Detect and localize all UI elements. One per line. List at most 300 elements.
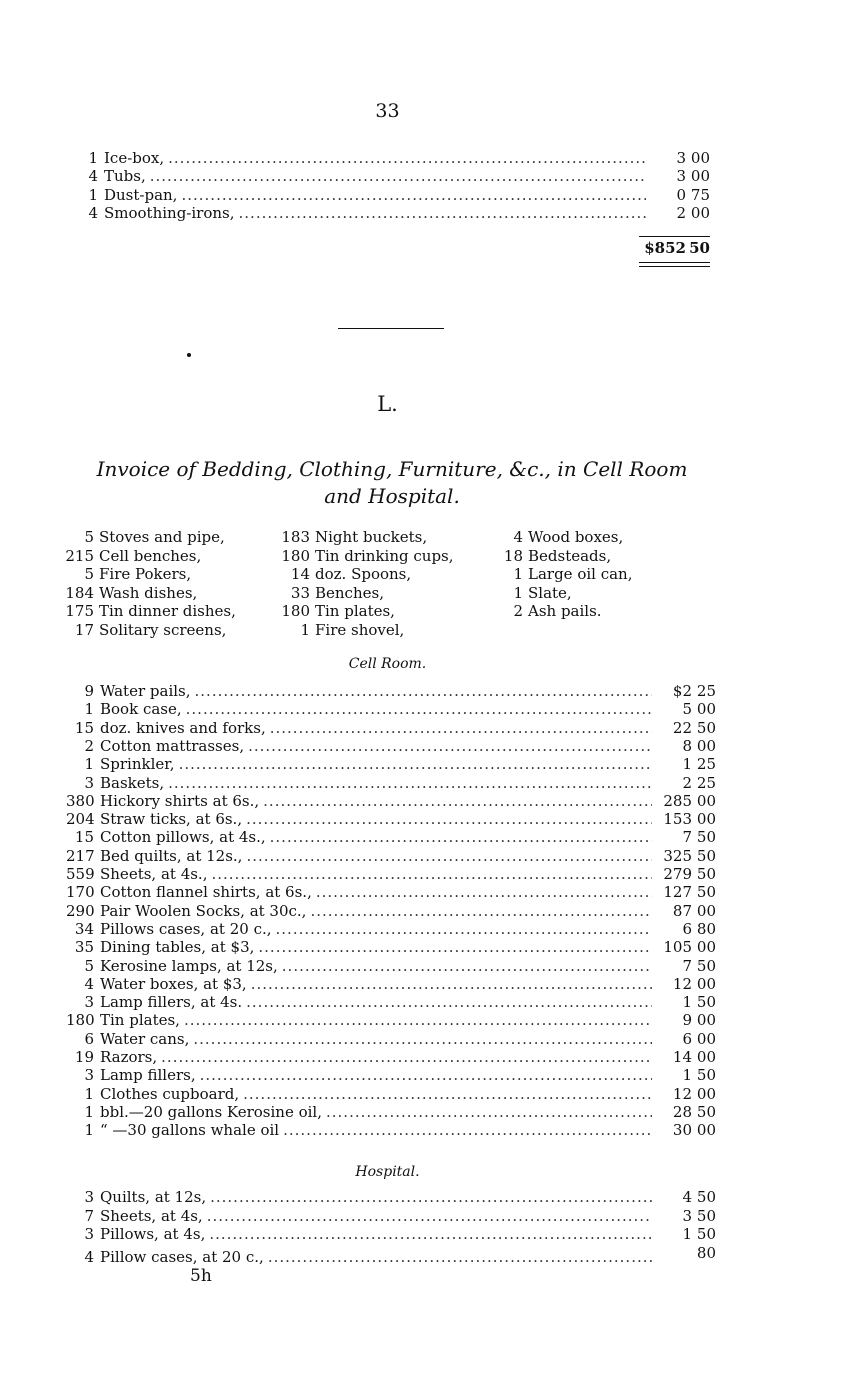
dot-leader	[251, 975, 652, 993]
amount-cents: 50	[696, 883, 716, 902]
footer-signature-mark: 5h	[190, 1266, 212, 1286]
cell-room-row	[66, 1030, 716, 1048]
item-description: Sheets, at 4s.,	[100, 865, 208, 883]
cell-room-row	[66, 1085, 716, 1103]
cell-room-row	[66, 1103, 716, 1121]
inventory-description: Tin dinner dishes,	[99, 602, 236, 621]
inventory-description: Wood boxes,	[528, 528, 624, 546]
hospital-row	[66, 1244, 716, 1266]
item-quantity: 290	[66, 901, 95, 920]
inventory-description: Ash pails.	[528, 602, 602, 621]
top-total-dollars: $852	[644, 239, 686, 257]
amount-cents: 00	[690, 167, 710, 186]
dot-leader	[270, 828, 652, 846]
inventory-description: Stoves and pipe,	[99, 528, 225, 546]
item-quantity: 4	[84, 974, 94, 993]
dot-leader	[268, 1248, 652, 1266]
dot-leader	[181, 186, 646, 204]
inventory-item	[64, 565, 236, 584]
amount-dollars: 6	[682, 919, 692, 938]
amount-dollars: 1	[682, 993, 692, 1012]
item-amount	[650, 149, 710, 167]
item-quantity: 4	[84, 1247, 94, 1266]
item-amount	[656, 810, 716, 828]
amount-cents: 75	[690, 185, 710, 204]
item-amount	[656, 1207, 716, 1225]
item-description: Razors,	[100, 1048, 158, 1066]
cell-room-row	[66, 774, 716, 792]
amount-cents: 00	[696, 974, 716, 993]
cell-room-row	[66, 938, 716, 956]
item-description: Cotton mattrasses,	[100, 736, 245, 755]
item-quantity: 1	[84, 700, 94, 719]
item-amount	[656, 957, 716, 975]
item-quantity: 35	[74, 938, 94, 957]
cell-room-row	[66, 1011, 716, 1029]
item-description: Bed quilts, at 12s.,	[100, 846, 243, 865]
inventory-item	[64, 602, 236, 621]
inventory-description: Cell benches,	[99, 546, 202, 565]
amount-cents: 50	[696, 1066, 716, 1085]
item-description: Sheets, at 4s,	[100, 1206, 203, 1225]
item-quantity: 2	[84, 736, 94, 755]
dot-leader	[258, 938, 652, 956]
amount-cents: 80	[696, 1243, 716, 1262]
amount-cents: 25	[696, 755, 716, 774]
dot-leader	[239, 204, 646, 222]
item-quantity: 5	[84, 956, 94, 975]
dot-leader	[316, 883, 652, 901]
amount-cents: 00	[696, 938, 716, 957]
dot-leader	[246, 810, 652, 828]
cell-room-row	[66, 828, 716, 846]
amount-cents: 00	[690, 203, 710, 222]
item-description: Quilts, at 12s,	[100, 1188, 207, 1206]
item-quantity: 3	[84, 1066, 94, 1085]
cell-room-row	[66, 975, 716, 993]
inventory-description: Slate,	[528, 583, 572, 602]
amount-cents: 00	[696, 901, 716, 920]
amount-dollars: 1	[682, 1066, 692, 1085]
item-amount	[656, 883, 716, 901]
amount-cents: 00	[690, 149, 710, 167]
item-quantity: 6	[84, 1029, 94, 1048]
item-quantity: 3	[84, 1225, 94, 1243]
dot-leader	[207, 1207, 652, 1225]
item-amount	[656, 828, 716, 846]
inventory-description: Fire Pokers,	[99, 565, 192, 584]
item-amount	[656, 1121, 716, 1139]
dot-leader	[243, 1085, 652, 1103]
item-amount	[656, 1085, 716, 1103]
item-description: Pair Woolen Socks, at 30c.,	[100, 901, 307, 920]
item-quantity: 380	[66, 791, 95, 810]
total-double-rule-2	[639, 266, 710, 267]
inventory-description: Night buckets,	[315, 528, 428, 546]
cell-room-heading: Cell Room.	[348, 656, 427, 672]
amount-cents: 50	[696, 1188, 716, 1206]
item-amount	[656, 1048, 716, 1066]
dot-leader	[270, 719, 652, 737]
hospital-row	[66, 1225, 716, 1243]
inventory-quantity: 14	[290, 565, 310, 584]
amount-dollars: 12	[672, 974, 692, 993]
item-quantity: 180	[66, 1011, 95, 1030]
inventory-column-1	[64, 528, 236, 640]
item-quantity: 9	[84, 682, 94, 700]
inventory-item	[64, 547, 236, 566]
item-amount	[656, 737, 716, 755]
item-quantity: 4	[88, 203, 98, 222]
item-quantity: 4	[88, 167, 98, 186]
inventory-quantity: 2	[513, 602, 523, 621]
inventory-quantity: 4	[513, 528, 523, 546]
item-quantity: 19	[74, 1048, 94, 1066]
item-quantity: 1	[84, 1102, 94, 1121]
amount-cents: 80	[696, 919, 716, 938]
inventory-description: Bedsteads,	[528, 546, 612, 565]
amount-dollars: 7	[682, 956, 692, 975]
amount-dollars: 9	[682, 1011, 692, 1030]
item-description: Lamp fillers,	[100, 1066, 196, 1085]
item-amount	[656, 682, 716, 700]
item-description: Dust-pan,	[104, 185, 178, 204]
cell-room-row	[66, 719, 716, 737]
cell-room-row	[66, 847, 716, 865]
item-amount	[650, 167, 710, 185]
item-quantity: 559	[66, 865, 95, 883]
item-quantity: 204	[66, 810, 95, 829]
item-quantity: 3	[84, 993, 94, 1012]
amount-cents: 25	[696, 682, 716, 700]
inventory-description: Fire shovel,	[315, 620, 405, 639]
item-quantity: 3	[84, 1188, 94, 1206]
item-amount	[656, 865, 716, 883]
hospital-row	[66, 1207, 716, 1225]
inventory-quantity: 183	[281, 528, 310, 546]
amount-cents: 50	[696, 956, 716, 975]
dot-leader	[310, 902, 652, 920]
dot-leader	[246, 847, 652, 865]
amount-dollars: 325	[663, 846, 692, 865]
item-description: Straw ticks, at 6s.,	[100, 810, 243, 829]
dot-leader	[248, 737, 652, 755]
amount-cents: 00	[696, 810, 716, 829]
cell-room-row	[66, 957, 716, 975]
amount-dollars: 30	[672, 1121, 692, 1140]
item-description: Clothes cupboard,	[100, 1084, 240, 1103]
item-quantity: 1	[84, 755, 94, 774]
cell-room-row	[66, 682, 716, 700]
item-description: Water cans,	[100, 1029, 190, 1048]
item-description: Water pails,	[100, 682, 191, 700]
item-amount	[656, 774, 716, 792]
inventory-item	[64, 621, 236, 640]
item-amount	[656, 920, 716, 938]
dot-leader	[168, 149, 646, 167]
dot-leader	[283, 1121, 652, 1139]
inventory-description: Tin drinking cups,	[315, 546, 454, 565]
amount-dollars: 285	[663, 791, 692, 810]
cell-room-row	[66, 737, 716, 755]
amount-dollars: 0	[676, 185, 686, 204]
inventory-quantity: 180	[281, 602, 310, 621]
item-quantity: 3	[84, 773, 94, 792]
inventory-description: Benches,	[315, 583, 384, 602]
item-amount	[650, 204, 710, 222]
invoice-title-line2: and Hospital.	[324, 484, 460, 508]
invoice-title	[62, 456, 722, 510]
item-quantity: 170	[66, 883, 95, 902]
dot-leader	[263, 792, 652, 810]
amount-dollars: 14	[672, 1048, 692, 1066]
cell-room-row	[66, 902, 716, 920]
inventory-column-3	[503, 528, 633, 621]
item-amount	[656, 1225, 716, 1243]
section-letter: L.	[377, 392, 398, 416]
inventory-quantity: 1	[300, 620, 310, 639]
item-description: Kerosine lamps, at 12s,	[100, 956, 278, 975]
cell-room-row	[66, 810, 716, 828]
item-description: Pillows cases, at 20 c.,	[100, 919, 272, 938]
amount-dollars: 279	[663, 865, 692, 883]
dot-leader	[193, 1030, 652, 1048]
amount-cents: 00	[696, 1029, 716, 1048]
dot-leader	[209, 1225, 652, 1243]
item-description: Sprinkler,	[100, 755, 175, 774]
item-amount	[656, 755, 716, 773]
inventory-description: Tin plates,	[315, 602, 395, 621]
inventory-quantity: 17	[74, 620, 94, 639]
inventory-quantity: 5	[84, 528, 94, 546]
item-amount	[656, 1188, 716, 1206]
item-amount	[656, 1066, 716, 1084]
total-double-rule-1	[639, 262, 710, 263]
cell-room-row	[66, 1066, 716, 1084]
dot-leader	[195, 682, 652, 700]
amount-cents: 00	[696, 1011, 716, 1030]
inventory-item	[503, 602, 633, 621]
inventory-item	[280, 584, 454, 603]
dot-leader	[276, 920, 652, 938]
amount-dollars: 3	[676, 149, 686, 167]
dot-leader	[246, 993, 652, 1011]
dot-leader	[161, 1048, 652, 1066]
inventory-quantity: 33	[290, 583, 310, 602]
amount-dollars: 12	[672, 1084, 692, 1103]
inventory-quantity: 180	[281, 546, 310, 565]
item-description: Ice-box,	[104, 149, 165, 167]
amount-cents: 00	[696, 1084, 716, 1103]
inventory-quantity: 184	[65, 583, 94, 602]
amount-dollars: 8	[682, 736, 692, 755]
cell-room-row	[66, 883, 716, 901]
dot-leader	[326, 1103, 652, 1121]
cell-room-row	[66, 993, 716, 1011]
item-quantity: 1	[88, 149, 98, 167]
item-quantity: 34	[74, 919, 94, 938]
item-amount	[656, 938, 716, 956]
item-quantity: 217	[66, 846, 95, 865]
item-description: Smoothing-irons,	[104, 203, 235, 222]
amount-cents: 50	[696, 1206, 716, 1225]
item-quantity: 1	[84, 1121, 94, 1140]
top-ledger-row	[70, 167, 710, 185]
dot-leader	[186, 700, 652, 718]
item-description: “ —30 gallons whale oil	[100, 1121, 280, 1140]
inventory-quantity: 1	[513, 583, 523, 602]
item-amount	[656, 1103, 716, 1121]
amount-cents: 50	[696, 1225, 716, 1243]
top-total	[639, 239, 710, 257]
amount-dollars: 87	[672, 901, 692, 920]
dot-leader	[200, 1066, 652, 1084]
cell-room-row	[66, 920, 716, 938]
dot-leader	[282, 957, 652, 975]
amount-dollars: 127	[663, 883, 692, 902]
item-description: Cotton flannel shirts, at 6s.,	[100, 883, 312, 902]
inventory-quantity: 18	[503, 546, 523, 565]
amount-dollars: 1	[682, 1225, 692, 1243]
item-amount	[656, 847, 716, 865]
amount-dollars: $2	[672, 682, 692, 700]
amount-cents: 50	[696, 1102, 716, 1121]
item-quantity: 1	[88, 185, 98, 204]
inventory-column-2	[280, 528, 454, 640]
dot-leader	[168, 774, 652, 792]
top-ledger-row	[70, 149, 710, 167]
amount-cents: 25	[696, 773, 716, 792]
amount-dollars: 3	[682, 1206, 692, 1225]
amount-cents: 50	[696, 718, 716, 737]
inventory-item	[503, 547, 633, 566]
item-amount	[656, 975, 716, 993]
inventory-item	[280, 602, 454, 621]
item-amount	[656, 902, 716, 920]
item-amount	[656, 700, 716, 718]
amount-dollars: 6	[682, 1029, 692, 1048]
inventory-item	[64, 528, 236, 547]
item-quantity: 1	[84, 1084, 94, 1103]
amount-dollars: 105	[663, 938, 692, 957]
amount-dollars: 5	[682, 700, 692, 719]
item-description: Tin plates,	[100, 1011, 180, 1030]
dot-leader	[210, 1188, 652, 1206]
item-amount	[656, 719, 716, 737]
inventory-description: doz. Spoons,	[315, 565, 412, 584]
amount-cents: 00	[696, 1048, 716, 1066]
inventory-quantity: 215	[65, 546, 94, 565]
ink-dot	[187, 353, 191, 357]
dot-leader	[179, 755, 652, 773]
amount-cents: 00	[696, 791, 716, 810]
item-description: Baskets,	[100, 773, 165, 792]
amount-dollars: 153	[663, 810, 692, 829]
amount-cents: 50	[696, 828, 716, 847]
amount-dollars: 2	[682, 773, 692, 792]
item-amount	[656, 792, 716, 810]
inventory-item	[64, 584, 236, 603]
dot-leader	[150, 167, 646, 185]
amount-dollars: 3	[676, 167, 686, 186]
top-ledger-row	[70, 204, 710, 222]
total-rule-top	[639, 236, 710, 237]
amount-cents: 00	[696, 700, 716, 719]
section-divider	[338, 328, 444, 329]
cell-room-row	[66, 1048, 716, 1066]
inventory-item	[280, 528, 454, 547]
item-description: Cotton pillows, at 4s.,	[100, 828, 266, 847]
inventory-item	[503, 584, 633, 603]
amount-dollars: 2	[676, 203, 686, 222]
amount-dollars: 1	[682, 755, 692, 774]
inventory-item	[503, 528, 633, 547]
cell-room-row	[66, 700, 716, 718]
item-amount	[656, 1030, 716, 1048]
amount-dollars: 7	[682, 828, 692, 847]
item-description: Pillow cases, at 20 c.,	[100, 1247, 264, 1266]
item-description: bbl.—20 gallons Kerosine oil,	[100, 1102, 322, 1121]
amount-dollars: 28	[672, 1102, 692, 1121]
hospital-row	[66, 1188, 716, 1206]
item-amount	[650, 186, 710, 204]
inventory-quantity: 5	[84, 565, 94, 584]
inventory-item	[280, 565, 454, 584]
item-description: Dining tables, at $3,	[100, 938, 255, 957]
inventory-quantity: 1	[513, 565, 523, 584]
top-total-cents: 50	[689, 239, 710, 257]
item-description: Hickory shirts at 6s.,	[100, 791, 260, 810]
amount-dollars: 22	[672, 718, 692, 737]
inventory-item	[280, 547, 454, 566]
item-quantity: 15	[74, 718, 94, 737]
item-description: Tubs,	[104, 167, 146, 186]
item-quantity: 15	[74, 828, 94, 847]
cell-room-row	[66, 792, 716, 810]
dot-leader	[211, 865, 652, 883]
inventory-item	[503, 565, 633, 584]
dot-leader	[184, 1011, 652, 1029]
item-description: Book case,	[100, 700, 182, 719]
item-amount	[656, 1011, 716, 1029]
amount-cents: 00	[696, 1121, 716, 1140]
inventory-description: Solitary screens,	[99, 620, 227, 639]
cell-room-row	[66, 755, 716, 773]
amount-cents: 50	[696, 865, 716, 883]
amount-cents: 50	[696, 993, 716, 1012]
cell-room-row	[66, 1121, 716, 1139]
item-amount	[656, 993, 716, 1011]
cell-room-row	[66, 865, 716, 883]
inventory-item	[280, 621, 454, 640]
invoice-title-line1: Invoice of Bedding, Clothing, Furniture, &c., in Cell Room	[96, 457, 688, 481]
page-number: 33	[375, 100, 400, 122]
item-description: Water boxes, at $3,	[100, 974, 247, 993]
inventory-description: Large oil can,	[528, 565, 633, 584]
amount-dollars: 4	[682, 1188, 692, 1206]
inventory-description: Wash dishes,	[99, 583, 198, 602]
item-description: Lamp fillers, at 4s.	[100, 993, 243, 1012]
item-amount	[656, 1244, 716, 1262]
hospital-heading: Hospital.	[355, 1164, 420, 1180]
amount-cents: 50	[696, 846, 716, 865]
inventory-quantity: 175	[65, 602, 94, 621]
item-description: doz. knives and forks,	[100, 718, 266, 737]
item-description: Pillows, at 4s,	[100, 1225, 206, 1243]
item-quantity: 7	[84, 1206, 94, 1225]
amount-cents: 00	[696, 736, 716, 755]
top-ledger-row	[70, 186, 710, 204]
